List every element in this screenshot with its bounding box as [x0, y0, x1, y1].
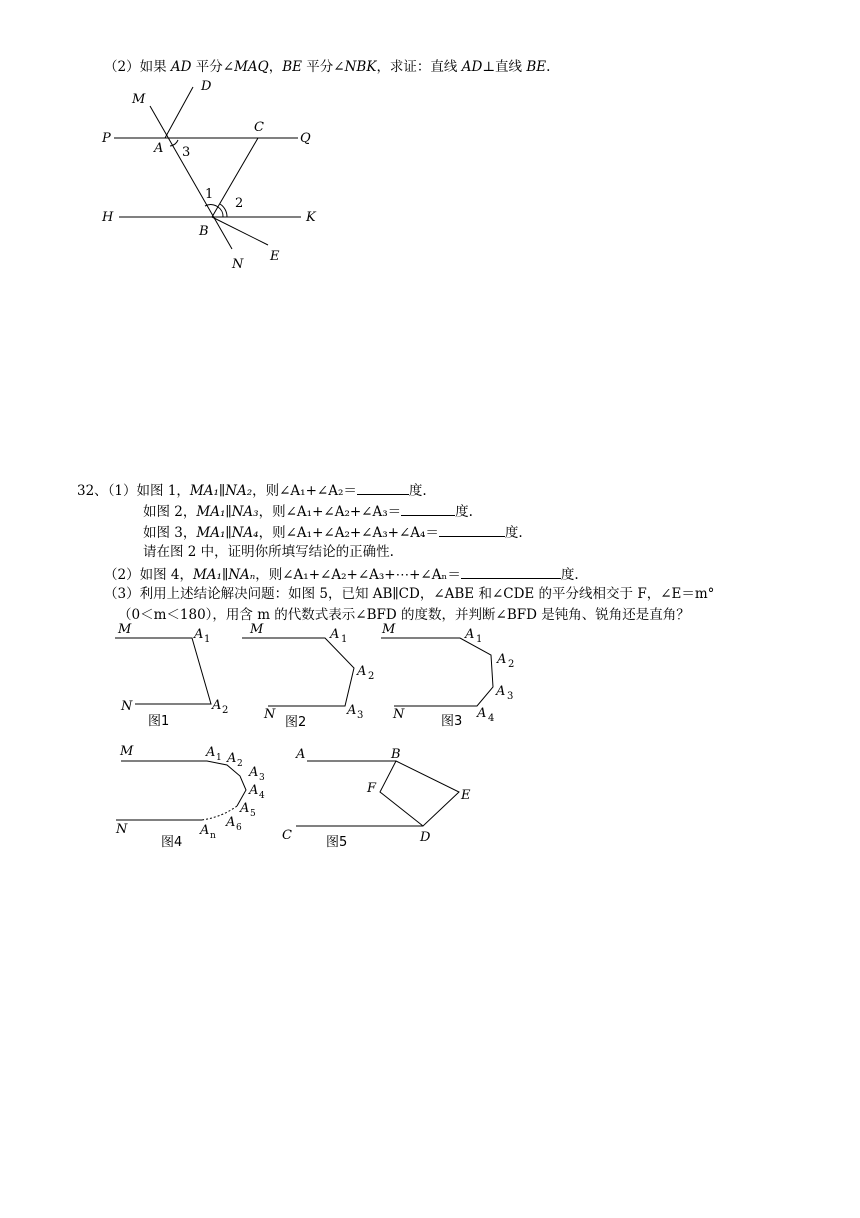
label-angle-3: 3: [182, 145, 191, 160]
svg-text:A: A: [249, 783, 259, 798]
q32-line6: （3）利用上述结论解决问题：如图 5，已知 AB∥CD，∠ABE 和∠CDE 的平分线相交于 F，∠E＝m°: [104, 586, 715, 602]
q32-line4: 请在图 2 中，证明你所填写结论的正确性.: [143, 544, 394, 560]
svg-text:1: 1: [216, 753, 222, 763]
q31-part2-text: （2）如果 AD 平分∠MAQ，BE 平分∠NBK，求证：直线 AD⊥直线 BE.: [104, 59, 551, 75]
fig3-label-n: N: [393, 707, 405, 722]
label-n: N: [232, 257, 244, 272]
svg-text:A: A: [194, 627, 204, 642]
svg-text:A: A: [206, 745, 216, 760]
fig5-caption: 图5: [326, 835, 348, 850]
fig4-caption: 图4: [161, 835, 183, 850]
fig4-label-m: M: [120, 744, 134, 759]
fig1-caption: 图1: [148, 714, 170, 729]
svg-text:1: 1: [341, 634, 348, 645]
svg-text:6: 6: [236, 823, 242, 833]
figure-3: [381, 622, 514, 729]
label-q: Q: [300, 131, 311, 146]
svg-text:1: 1: [204, 634, 211, 645]
svg-text:A: A: [226, 815, 236, 830]
label-angle-2: 2: [235, 196, 244, 211]
fig3-label-m: M: [382, 622, 396, 637]
fig1-label-m: M: [118, 622, 132, 637]
svg-text:A: A: [347, 703, 357, 718]
fig5-label-c: C: [282, 828, 292, 843]
svg-text:2: 2: [222, 705, 229, 716]
q32-line3: 如图 3，MA₁∥NA₄，则∠A₁+∠A₂+∠A₃+∠A₄＝ 度.: [143, 522, 523, 542]
svg-text:1: 1: [476, 634, 483, 645]
svg-text:A: A: [240, 801, 250, 816]
fig5-label-f: F: [367, 781, 377, 796]
fig2-label-m: M: [250, 622, 264, 637]
fig1-label-n: N: [121, 699, 133, 714]
fig3-caption: 图3: [441, 714, 463, 729]
figure-5: [282, 747, 471, 850]
fig2-caption: 图2: [285, 715, 307, 730]
q32-line7: （0＜m＜180），用含 m 的代数式表示∠BFD 的度数，并判断∠BFD 是钝角、锐角还是直角？: [118, 607, 690, 623]
svg-text:A: A: [497, 652, 507, 667]
svg-text:A: A: [249, 765, 259, 780]
fig4-label-n: N: [116, 822, 128, 837]
svg-text:A: A: [200, 823, 210, 838]
label-e: E: [270, 249, 280, 264]
svg-text:A: A: [465, 627, 475, 642]
svg-text:4: 4: [488, 713, 495, 724]
label-d: D: [201, 79, 212, 94]
fig5-label-a: A: [296, 747, 306, 762]
svg-text:2: 2: [237, 759, 243, 769]
fig5-label-d: D: [420, 830, 431, 845]
q31-part2-number: （2）: [104, 59, 140, 75]
q32-line5: （2）如图 4，MA₁∥NAₙ，则∠A₁+∠A₂+∠A₃+⋯+∠Aₙ＝ 度.: [104, 564, 579, 584]
svg-text:A: A: [496, 684, 506, 699]
svg-text:2: 2: [368, 671, 375, 682]
svg-text:n: n: [210, 831, 216, 841]
svg-text:3: 3: [507, 691, 514, 702]
label-h: H: [102, 210, 114, 225]
svg-text:3: 3: [259, 773, 265, 783]
fig5-label-b: B: [391, 747, 401, 762]
fig5-label-e: E: [461, 788, 471, 803]
label-p: P: [102, 131, 111, 146]
label-b: B: [199, 224, 209, 239]
svg-text:4: 4: [259, 791, 265, 801]
svg-text:A: A: [357, 664, 367, 679]
figure-1: [115, 622, 228, 729]
svg-text:5: 5: [250, 809, 256, 819]
label-angle-1: 1: [205, 187, 214, 202]
label-m: M: [132, 92, 146, 107]
svg-text:2: 2: [508, 659, 515, 670]
svg-text:A: A: [212, 698, 222, 713]
figure-2: [242, 622, 374, 730]
svg-text:A: A: [227, 751, 237, 766]
label-c: C: [254, 120, 264, 135]
svg-text:3: 3: [357, 710, 364, 721]
fig2-label-n: N: [264, 707, 276, 722]
figure-4: [115, 744, 265, 850]
svg-text:A: A: [330, 627, 340, 642]
svg-text:A: A: [477, 706, 487, 721]
question-number: 32、: [77, 483, 108, 499]
q32-line1: 32、（1）如图 1，MA₁∥NA₂，则∠A₁+∠A₂＝ 度.: [77, 480, 427, 500]
q32-line2: 如图 2，MA₁∥NA₃，则∠A₁+∠A₂+∠A₃＝ 度.: [143, 501, 473, 521]
label-k: K: [306, 210, 316, 225]
label-a: A: [154, 141, 164, 156]
